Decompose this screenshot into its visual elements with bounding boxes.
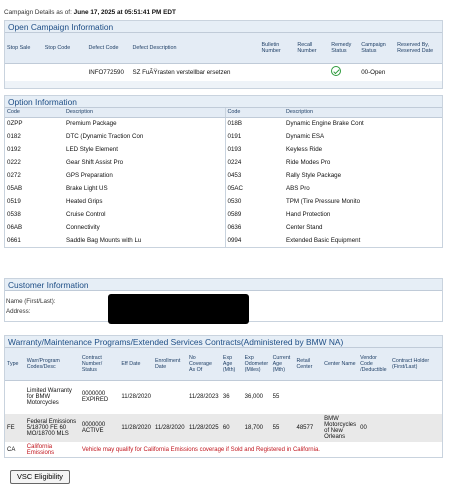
option-description-cell: Premium Package — [66, 120, 117, 128]
check-circle-icon — [331, 66, 341, 76]
option-description-cell: GPS Preparation — [66, 172, 113, 179]
warranty-column-header: Exp Age (Mth) — [221, 348, 243, 380]
option-code-cell: 0222 — [7, 159, 21, 166]
table-row — [5, 182, 442, 195]
customer-name-label: Name (First/Last): — [6, 298, 56, 305]
table-row — [5, 195, 442, 208]
reserved-cell — [395, 63, 442, 81]
option-section-title: Option Information — [5, 96, 442, 108]
option-description-cell: DTC (Dynamic Traction Con — [66, 133, 144, 140]
customer-section-title: Customer Information — [5, 279, 442, 291]
stop-sale-cell — [5, 63, 43, 81]
option-code-cell: 0191 — [225, 130, 284, 143]
warranty-cell — [358, 380, 390, 414]
warranty-cell: 55 — [271, 414, 295, 442]
warranty-column-header: Center Name — [322, 348, 358, 380]
warranty-cell: 11/28/2025 — [187, 414, 221, 442]
warranty-cell — [5, 380, 25, 414]
ca-type-cell: CA — [7, 446, 16, 453]
warranty-cell: 0000000 EXPIRED — [81, 391, 109, 404]
table-row — [5, 117, 442, 130]
warranty-column-header: Eff Date — [119, 348, 153, 380]
warranty-cell: 36 — [222, 394, 230, 401]
warranty-column-header: Retail Center — [294, 348, 322, 380]
warranty-cell: 18,700 — [243, 414, 271, 442]
option-description-cell: Ride Modes Pro — [286, 159, 331, 166]
campaign-status-cell: 00-Open — [361, 68, 386, 76]
table-row — [5, 130, 442, 143]
campaign-column-header: Bulletin Number — [260, 33, 296, 63]
campaign-column-header: Defect Description — [130, 33, 259, 63]
warranty-cell — [294, 380, 322, 414]
remedy-status-cell — [329, 63, 359, 81]
option-description-cell: ABS Pro — [286, 185, 310, 192]
warranty-cell: FE — [5, 414, 25, 442]
warranty-column-header: Vendor Code /Deductible — [358, 348, 390, 380]
option-description-cell: Keyless Ride — [286, 146, 323, 153]
table-row — [5, 156, 442, 169]
option-description-cell: Heated Grips — [66, 198, 103, 205]
campaign-section — [4, 20, 443, 89]
option-code-cell: 0519 — [7, 198, 21, 205]
campaign-column-header: Campaign Status — [359, 33, 395, 63]
warranty-cell — [153, 380, 187, 414]
stop-code-cell — [43, 63, 87, 81]
option-code-cell: 06AB — [7, 224, 23, 231]
table-row — [5, 380, 442, 414]
table-row — [5, 143, 442, 156]
warranty-cell: 55 — [272, 394, 280, 401]
option-code-cell: 0224 — [225, 156, 284, 169]
option-description-cell: Center Stand — [286, 224, 323, 231]
warranty-column-header: Enrollment Date — [153, 348, 187, 380]
defect-code-cell: INFO772590 — [88, 68, 124, 76]
campaign-column-header: Stop Sale — [5, 33, 43, 63]
warranty-column-header: Exp Odometer (Miles) — [243, 348, 271, 380]
warranty-column-header: Contract Number/ Status — [80, 348, 120, 380]
option-description-cell: Cruise Control — [66, 211, 106, 218]
option-description-cell: LED Style Element — [66, 146, 118, 153]
option-description-cell: TPM (Tire Pressure Monito — [286, 198, 361, 205]
table-row — [5, 169, 442, 182]
option-code-cell: 0192 — [7, 146, 21, 153]
option-description-cell: Connectivity — [66, 224, 100, 231]
warranty-section — [4, 335, 443, 458]
option-code-cell: 0636 — [225, 221, 284, 234]
campaign-column-header: Remedy Status — [329, 33, 359, 63]
table-row — [5, 63, 442, 81]
redacted-customer-block — [108, 294, 249, 324]
vsc-eligibility-button[interactable]: VSC Eligibility — [10, 470, 70, 484]
option-code-cell: 0994 — [225, 234, 284, 247]
warranty-cell — [390, 380, 442, 414]
warranty-cell: 11/28/2020 — [121, 394, 151, 401]
warranty-cell — [390, 414, 442, 442]
warranty-cell: Federal Emissions 5/18700 FE 60 MO/18700 MLS — [25, 414, 80, 442]
option-description-cell: Dynamic ESA — [286, 133, 325, 140]
warranty-section-title: Warranty/Maintenance Programs/Extended Services Contracts(Administered by BMW NA) — [5, 336, 442, 348]
option-description-cell: Dynamic Engine Brake Cont — [286, 120, 364, 128]
option-description-header: Description — [64, 108, 225, 117]
option-code-cell: 0538 — [7, 211, 21, 218]
warranty-cell — [322, 380, 358, 414]
warranty-column-header: Type — [5, 348, 25, 380]
campaign-section-title: Open Campaign Information — [5, 21, 442, 33]
option-code-cell: 05AB — [7, 185, 23, 192]
option-code-header: Code — [5, 108, 64, 117]
warranty-cell: 00 — [358, 414, 390, 442]
warranty-cell: BMW Motorcycles of New Orleans — [324, 416, 357, 440]
recall-cell — [295, 63, 329, 81]
warranty-column-header: Contract Holder (First/Last) — [390, 348, 442, 380]
bulletin-cell — [260, 63, 296, 81]
option-description-cell: Hand Protection — [286, 211, 331, 218]
option-code-cell: 05AC — [225, 182, 284, 195]
table-row — [5, 414, 442, 442]
warranty-cell: 60 — [221, 414, 243, 442]
customer-address-label: Address: — [6, 308, 31, 315]
campaign-column-header: Stop Code — [43, 33, 87, 63]
option-code-cell: 0193 — [225, 143, 284, 156]
table-row — [5, 208, 442, 221]
table-row — [5, 221, 442, 234]
as-of-line — [4, 9, 176, 16]
warranty-column-header: No Coverage As Of — [187, 348, 221, 380]
option-table — [5, 108, 442, 247]
campaign-column-header: Reserved By, Reserved Date — [395, 33, 442, 63]
option-description-cell: Rally Style Package — [286, 172, 342, 179]
as-of-value: June 17, 2025 at 05:51:41 PM EDT — [73, 9, 176, 16]
warranty-cell: 11/28/2020 — [119, 414, 153, 442]
option-description-cell: Brake Light US — [66, 185, 108, 192]
table-row — [5, 442, 442, 457]
option-description-cell: Saddle Bag Mounts with Lu — [66, 237, 142, 244]
warranty-cell: 48577 — [294, 414, 322, 442]
warranty-cell: 11/28/2020 — [153, 414, 187, 442]
warranty-table — [5, 348, 442, 457]
option-code-header: Code — [225, 108, 284, 117]
as-of-label: Campaign Details as of: — [4, 9, 72, 16]
option-code-cell: 0589 — [225, 208, 284, 221]
ca-note-cell: Vehicle may qualify for California Emissions coverage if Sold and Registered in California. — [81, 446, 320, 453]
warranty-cell: 36,000 — [244, 394, 263, 401]
warranty-cell: Limited Warranty for BMW Motorcycles — [26, 388, 72, 407]
option-code-cell: 018B — [225, 117, 284, 130]
campaign-column-header: Recall Number — [295, 33, 329, 63]
option-section — [4, 95, 443, 248]
option-description-cell: Gear Shift Assist Pro — [66, 159, 124, 166]
option-code-cell: 0ZPP — [7, 120, 23, 128]
warranty-column-header: Current Age (Mth) — [271, 348, 295, 380]
table-row — [5, 234, 442, 247]
option-description-cell: Extended Basic Equipment — [286, 237, 361, 244]
option-code-cell: 0182 — [7, 133, 21, 140]
warranty-column-header: Warr/Program Codes/Desc — [25, 348, 80, 380]
warranty-cell: 0000000 ACTIVE — [80, 414, 120, 442]
defect-description-cell: SZ FuÃŸrasten verstellbar ersetzen — [132, 68, 231, 76]
option-description-header: Description — [284, 108, 442, 117]
campaign-table — [5, 33, 442, 88]
campaign-column-header: Defect Code — [87, 33, 131, 63]
warranty-cell: 11/28/2023 — [188, 394, 219, 401]
ca-code-cell: California Emissions — [26, 443, 55, 456]
option-code-cell: 0453 — [225, 169, 284, 182]
option-code-cell: 0661 — [7, 237, 21, 244]
option-code-cell: 0272 — [7, 172, 21, 179]
option-code-cell: 0530 — [225, 195, 284, 208]
